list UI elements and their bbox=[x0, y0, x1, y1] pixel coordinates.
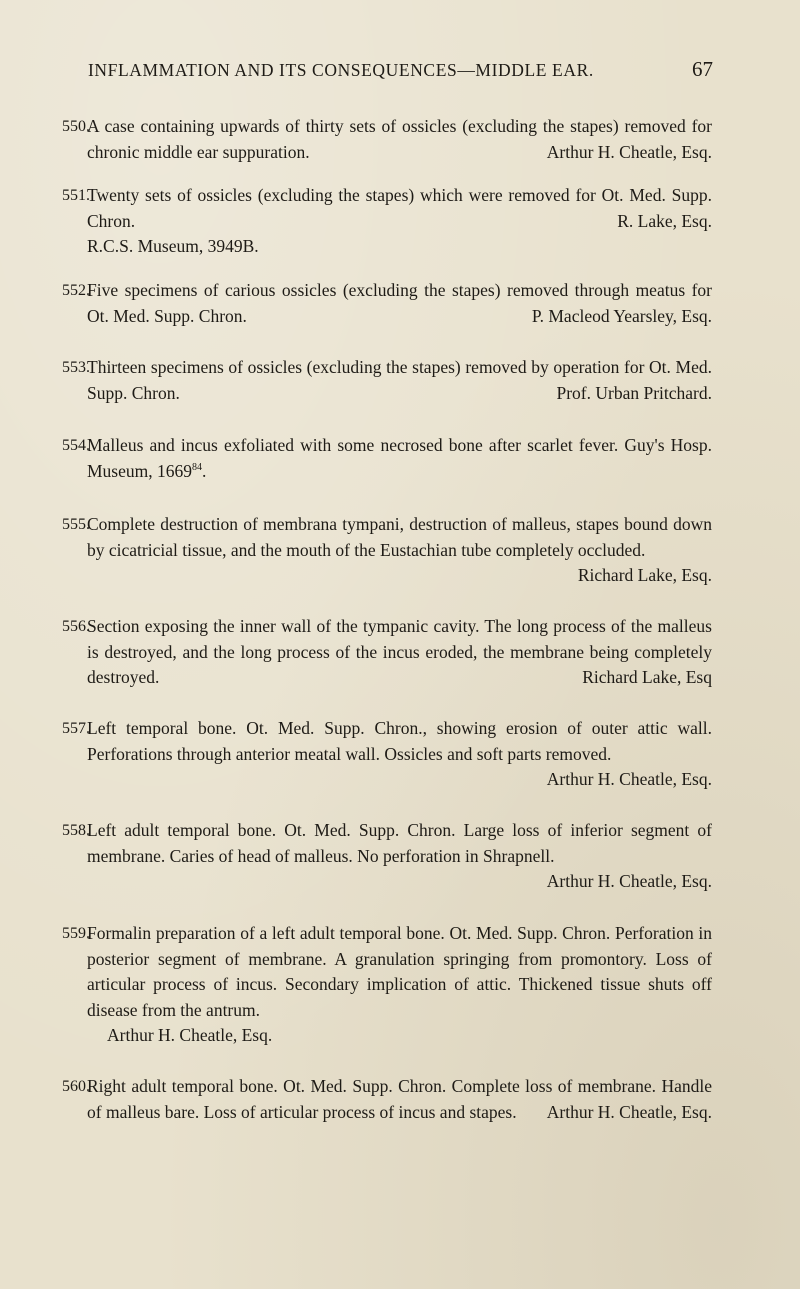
entry-number: 558. bbox=[62, 822, 90, 839]
entry-number: 556. bbox=[62, 618, 90, 635]
catalogue-entry-555 bbox=[62, 512, 712, 589]
entry-attribution: P. Macleod Yearsley, Esq. bbox=[531, 305, 712, 326]
entry-description: Left adult temporal bone. Ot. Med. Supp. Chron. Large loss of inferior segment of membrane. Caries of head of malleus. No perforation in Shrapnell. bbox=[87, 820, 712, 866]
entry-number: 553. bbox=[62, 359, 90, 376]
page-number: 67 bbox=[692, 57, 713, 81]
entry-text bbox=[87, 355, 712, 406]
entry-attribution: Richard Lake, Esq bbox=[582, 667, 712, 688]
entry-description: Left temporal bone. Ot. Med. Supp. Chron., showing erosion of outer attic wall. Perforations through anterior meatal wall. Ossicles and soft parts removed. bbox=[87, 718, 712, 764]
entry-text bbox=[87, 114, 712, 165]
catalogue-entry-551 bbox=[62, 183, 712, 260]
entry-attribution: Arthur H. Cheatle, Esq. bbox=[546, 769, 712, 790]
catalogue-entry-550 bbox=[62, 114, 712, 165]
entry-number: 557. bbox=[62, 720, 90, 737]
entry-description: Twenty sets of ossicles (excluding the stapes) which were removed for Ot. Med. Supp. Chron. bbox=[87, 185, 712, 231]
page-header bbox=[0, 57, 800, 86]
entry-number: 552. bbox=[62, 282, 90, 299]
catalogue-entry-554 bbox=[62, 433, 712, 484]
entry-attribution: Arthur H. Cheatle, Esq. bbox=[546, 141, 712, 162]
entry-description: A case containing upwards of thirty sets of ossicles (excluding the stapes) removed for chronic middle ear suppuration. bbox=[87, 116, 712, 162]
catalogue-entry-556 bbox=[62, 614, 712, 691]
entry-number: 554. bbox=[62, 437, 90, 454]
catalogue-entry-553 bbox=[62, 355, 712, 406]
entry-description: Section exposing the inner wall of the tympanic cavity. The long process of the malleus is destroyed, and the long process of the incus eroded, the membrane being completely destroyed. bbox=[87, 616, 712, 688]
entry-attribution: Richard Lake, Esq. bbox=[577, 565, 712, 586]
entry-number: 560. bbox=[62, 1078, 90, 1095]
entry-text bbox=[87, 716, 712, 790]
catalogue-entry-557 bbox=[62, 716, 712, 793]
entry-description: Malleus and incus exfoliated with some necrosed bone after scarlet fever. Guy's Hosp. Museum, 1669 bbox=[87, 435, 712, 481]
catalogue-entry-560 bbox=[62, 1074, 712, 1125]
entry-text bbox=[87, 614, 712, 691]
entry-text bbox=[87, 512, 712, 586]
entry-museum-reference: R.C.S. Museum, 3949B. bbox=[87, 236, 259, 257]
entry-attribution: Prof. Urban Pritchard. bbox=[556, 382, 712, 403]
entry-description: Five specimens of carious ossicles (excluding the stapes) removed through meatus for Ot. Med. Supp. Chron. bbox=[87, 280, 712, 326]
entry-text bbox=[87, 278, 712, 329]
entry-attribution: Arthur H. Cheatle, Esq. bbox=[546, 871, 712, 892]
entry-number: 555. bbox=[62, 516, 90, 533]
entry-text bbox=[87, 1074, 712, 1125]
entry-attribution: Arthur H. Cheatle, Esq. bbox=[107, 1025, 273, 1046]
running-title: INFLAMMATION AND ITS CONSEQUENCES—MIDDLE EAR. bbox=[88, 60, 594, 80]
catalogue-entry-559 bbox=[62, 921, 712, 1049]
entry-number: 551. bbox=[62, 187, 90, 204]
entry-description: Formalin preparation of a left adult temporal bone. Ot. Med. Supp. Chron. Perforation in posterior segment of membrane. A granulation springing from promontory. Loss of articular process of incus. Secondary implication of attic. Thickened tissue shuts off disease from the antrum. bbox=[87, 923, 712, 1020]
entry-description: Thirteen specimens of ossicles (excluding the stapes) removed by operation for Ot. Med. Supp. Chron. bbox=[87, 357, 712, 403]
entry-text bbox=[87, 183, 712, 260]
entry-text bbox=[87, 818, 712, 892]
entry-description-end: . bbox=[202, 460, 207, 481]
entry-superscript: 84 bbox=[192, 461, 202, 473]
entry-attribution: R. Lake, Esq. bbox=[617, 210, 712, 231]
entry-number: 559. bbox=[62, 925, 90, 942]
catalogue-entry-558 bbox=[62, 818, 712, 895]
entry-attribution: Arthur H. Cheatle, Esq. bbox=[546, 1101, 712, 1122]
entry-description: Right adult temporal bone. Ot. Med. Supp. Chron. Complete loss of membrane. Handle of malleus bare. Loss of articular process of incus and stapes. bbox=[87, 1076, 712, 1122]
entry-text bbox=[87, 433, 712, 484]
entry-text bbox=[87, 921, 712, 1049]
entry-number: 550. bbox=[62, 118, 90, 135]
catalogue-entry-552 bbox=[62, 278, 712, 329]
entry-description: Complete destruction of membrana tympani, destruction of malleus, stapes bound down by cicatricial tissue, and the mouth of the Eustachian tube completely occluded. bbox=[87, 514, 712, 560]
